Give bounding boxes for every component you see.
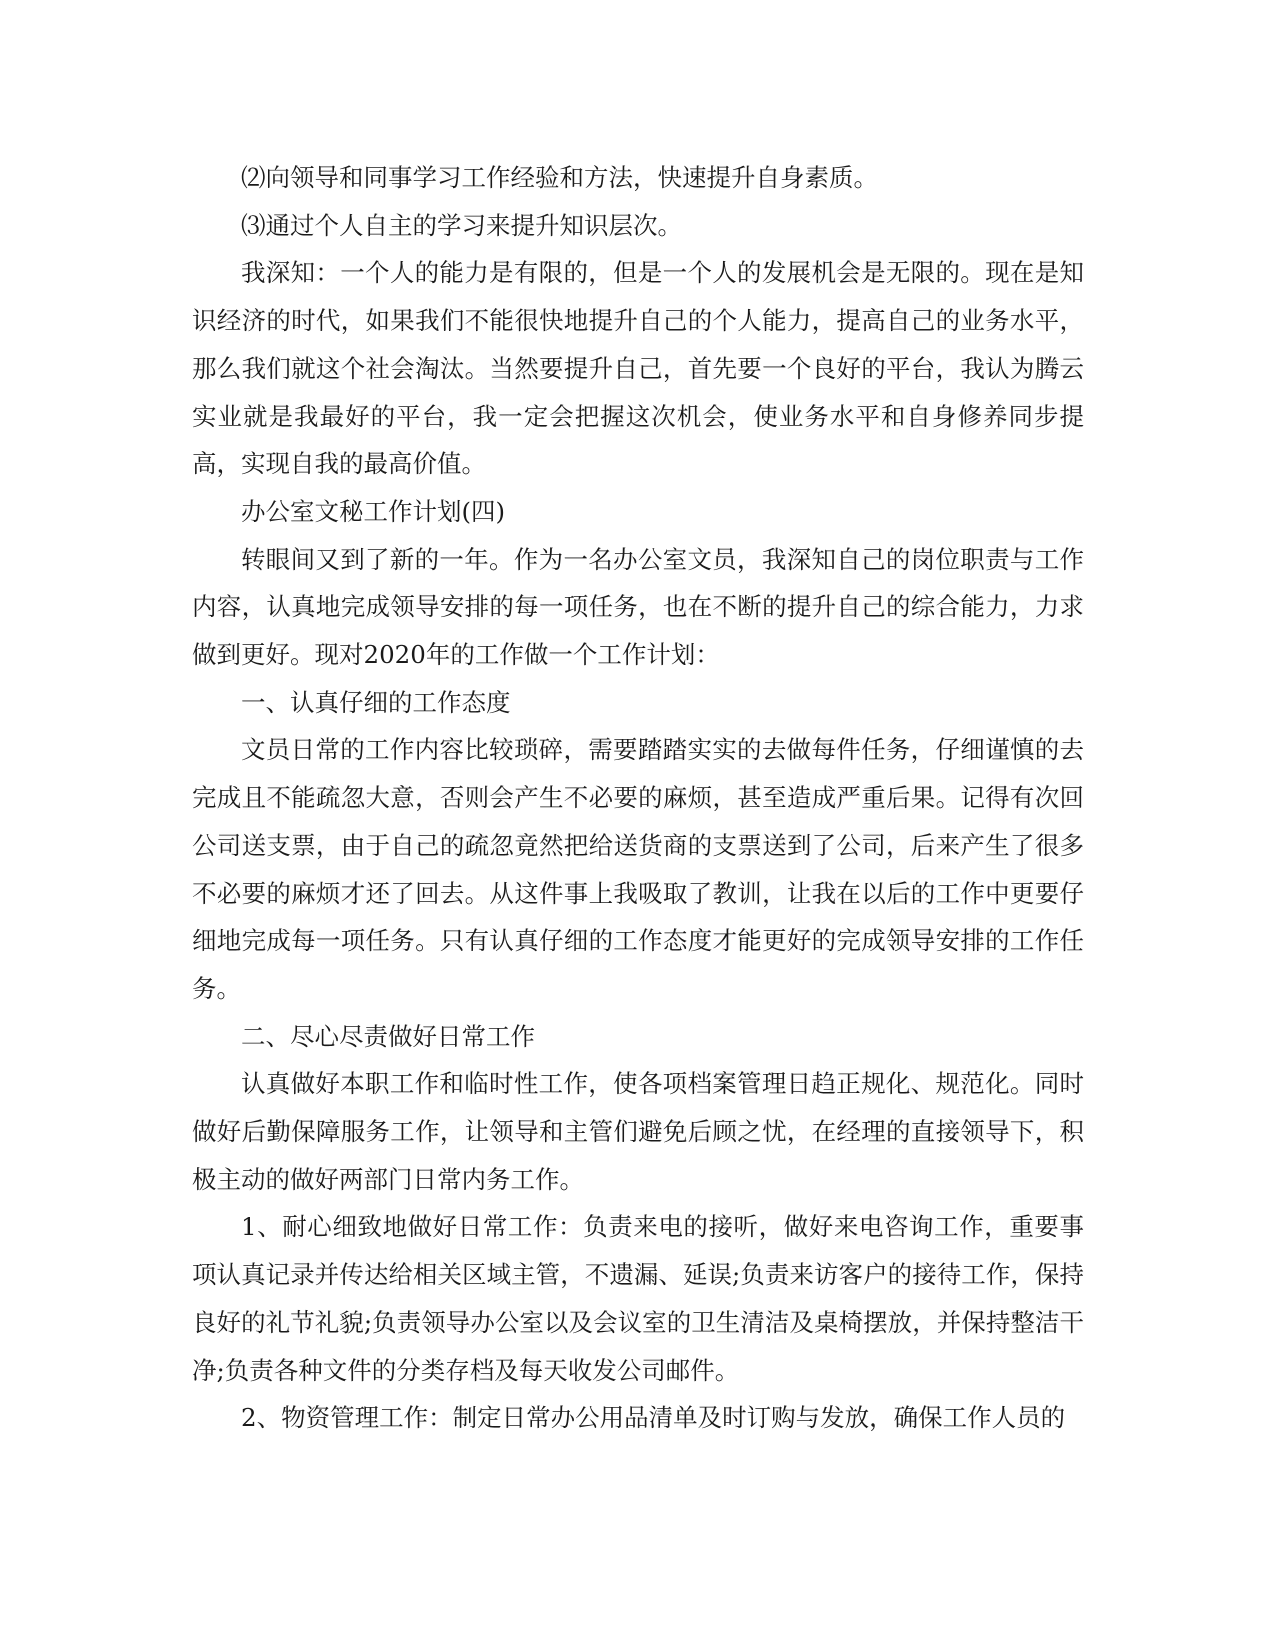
paragraph-daily-work: 认真做好本职工作和临时性工作，使各项档案管理日趋正规化、规范化。同时做好后勤保障服务工作，让领导和主管们避免后顾之忧，在经理的直接领导下，积极主动的做好两部门日常内务工作。 — [192, 1069, 1084, 1194]
heading-daily-work: 二、尽心尽责做好日常工作 — [241, 1021, 535, 1051]
paragraph-intro: 转眼间又到了新的一年。作为一名办公室文员，我深知自己的岗位职责与工作内容，认真地完成领导安排的每一项任务，也在不断的提升自己的综合能力，力求做到更好。现对2020年的工作做一个工作计划： — [192, 544, 1084, 670]
paragraph-attitude: 文员日常的工作内容比较琐碎，需要踏踏实实的去做每件任务，仔细谨慎的去完成且不能疏忽大意，否则会产生不必要的麻烦，甚至造成严重后果。记得有次回公司送支票，由于自己的疏忽竟然把给送货商的支票送到了公司，后来产生了很多不必要的麻烦才还了回去。从这件事上我吸取了教训，让我在以后的工作中更要仔细地完成每一项任务。只有认真仔细的工作态度才能更好的完成领导安排的工作任务。 — [192, 735, 1084, 1003]
document-body — [192, 154, 1084, 1442]
paragraph-material-management: 2、物资管理工作：制定日常办公用品清单及时订购与发放，确保工作人员的 — [241, 1403, 1066, 1433]
paragraph-item-2: ⑵向领导和同事学习工作经验和方法，快速提升自身素质。 — [241, 163, 878, 192]
heading-attitude: 一、认真仔细的工作态度 — [241, 687, 511, 717]
paragraph-item-3: ⑶通过个人自主的学习来提升知识层次。 — [241, 210, 682, 240]
paragraph-self-development: 我深知：一个人的能力是有限的，但是一个人的发展机会是无限的。现在是知识经济的时代，如果我们不能很快地提升自己的个人能力，提高自己的业务水平，那么我们就这个社会淘汰。当然要提升自己，首先要一个良好的平台，我认为腾云实业就是我最好的平台，我一定会把握这次机会，使业务水平和自身修养同步提高，实现自我的最高价值。 — [192, 258, 1084, 479]
section-title-plan-4: 办公室文秘工作计划(四) — [241, 496, 506, 526]
paragraph-daily-tasks: 1、耐心细致地做好日常工作：负责来电的接听，做好来电咨询工作，重要事项认真记录并传达给相关区域主管，不遗漏、延误;负责来访客户的接待工作，保持良好的礼节礼貌;负责领导办公室以及会议室的卫生清洁及桌椅摆放，并保持整洁干净;负责各种文件的分类存档及每天收发公司邮件。 — [192, 1212, 1084, 1385]
